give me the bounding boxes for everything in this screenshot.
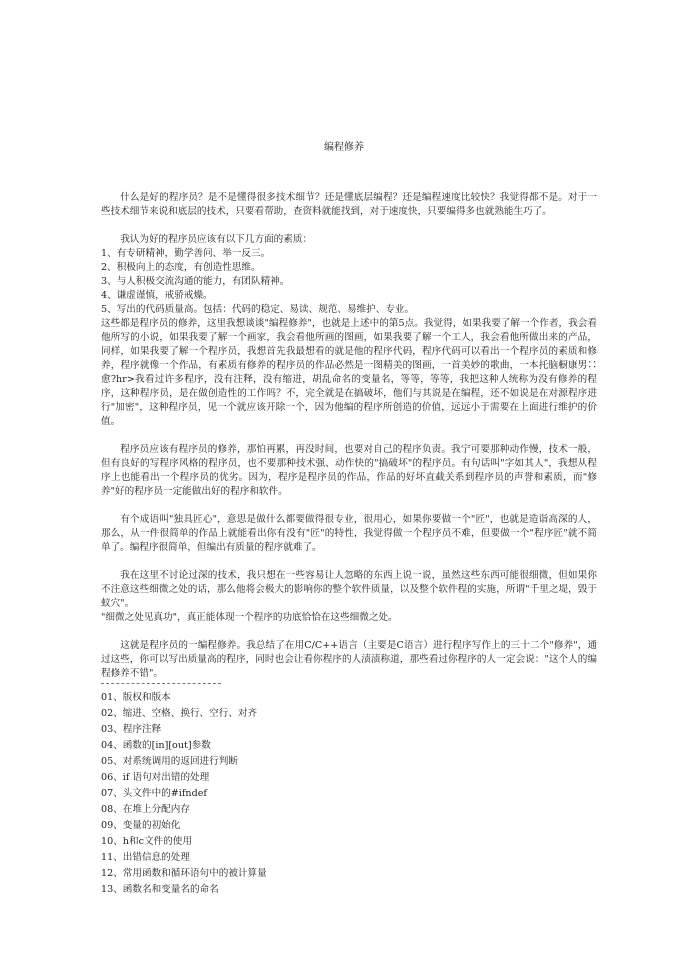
quality-item-1: 1、有专研精神，勤学善问、举一反三。 xyxy=(101,248,271,259)
toc-list xyxy=(101,690,597,898)
toc-item-02: 02、缩进、空格、换行、空行、对齐 xyxy=(101,708,258,719)
divider-rule xyxy=(101,683,221,684)
toc-item-12: 12、常用函数和循环语句中的被计算量 xyxy=(101,868,267,879)
toc-item-06: 06、if 语句对出错的处理 xyxy=(101,772,210,783)
toc-item-03: 03、程序注释 xyxy=(101,724,162,735)
paragraph-4: 我在这里不讨论过深的技术，我只想在一些容易让人忽略的东西上说一说，虽然这些东西可能很细微，但如果你不注意这些细微之处的话，那么他将会极大的影响你的整个软件质量，以及整个软件程的实施，所谓"千里之堤，毁于蚁穴"。 xyxy=(101,570,597,609)
toc-item-07: 07、头文件中的#ifndef xyxy=(101,788,207,799)
document-body xyxy=(101,191,597,898)
quality-item-3: 3、与人积极交流沟通的能力，有团队精神。 xyxy=(101,276,290,287)
toc-item-13: 13、函数名和变量名的命名 xyxy=(101,884,219,895)
toc-item-01: 01、版权和版本 xyxy=(101,692,171,703)
toc-item-10: 10、h和c文件的使用 xyxy=(101,836,192,847)
toc-item-08: 08、在堆上分配内存 xyxy=(101,804,190,815)
toc-item-04: 04、函数的[in][out]参数 xyxy=(101,740,211,751)
paragraph-2: 程序员应该有程序员的修养，那怕再累，再没时间，也要对自己的程序负责。我宁可要那种动作慢，技术一般，但有良好的写程序风格的程序员，也不要那种技术强、动作快的"搞破坏"的程序员。有句话叫"字如其人"，我想从程序上也能看出一个程序员的优劣。因为，程序是程序员的作品，作品的好坏直截关系到程序员的声誉和素质，而"修养"好的程序员一定能做出好的程序和软件。 xyxy=(101,444,597,497)
quality-item-4: 4、谦虚谨慎，戒骄戒燥。 xyxy=(101,290,213,301)
qualities-lead: 我认为好的程序员应该有以下几方面的素质： xyxy=(120,234,313,245)
paragraph-5: 这就是程序员的一编程修养。我总结了在用C/C++语言（主要是C语言）进行程序写作上的三十二个"修养"，通过这些，你可以写出质量高的程序，同时也会让看你程序的人渍渍称道，那些看过你程序的人一定会说："这个人的编程修养不错"。 xyxy=(101,640,597,679)
toc-item-05: 05、对系统调用的返回进行判断 xyxy=(101,756,238,767)
paragraph-3: 有个成语叫"独具匠心"，意思是做什么都要做得很专业，很用心，如果你要做一个"匠"，也就是造诣高深的人，那么，从一件很简单的作品上就能看出你有没有"匠"的特性，我觉得做一个程序员不难，但要做一个"程序匠"就不简单了。编程序很简单，但编出有质量的程序就难了。 xyxy=(101,514,597,553)
main-paragraph: 这些都是程序员的修养，这里我想谈谈"编程修养"，也就是上述中的第5点。我觉得，如果我要了解一个作者，我会看他所写的小说，如果我要了解一个画家，我会看他所画的图画，如果我要了解一个工人，我会看他所做出来的产品，同样，如果我要了解一个程序员，我想首先我最想看的就是他的程序代码，程序代码可以看出一个程序员的素质和修养，程序就像一个作品，有素质有修养的程序员的作品必然是一图精美的图画，一首美妙的歌曲，一本托脑橱康男∷愈?hr>我看过许多程序，没有注释，没有缩进，胡乱命名的变量名，等等，等等，我把这种人统称为没有修养的程序，这种程序员，是在做创造性的工作吗？不，完全就是在搞破坏，他们与其说是在编程，还不如说是在对源程序进行"加密"，这种程序员，见一个就应该开除一个，因为他编的程序所创造的价值，远远小于需要在上面进行维护的价值。 xyxy=(101,318,597,427)
toc-item-11: 11、出错信息的处理 xyxy=(101,852,190,863)
document-title: 编程修养 xyxy=(324,142,364,153)
quality-item-5: 5、写出的代码质量高。包括：代码的稳定、易读、规范、易维护、专业。 xyxy=(101,304,415,315)
intro-paragraph: 什么是好的程序员？是不是懂得很多技术细节？还是懂底层编程？还是编程速度比较快？我觉得都不是。对于一些技术细节来说和底层的技术，只要看帮助，查资料就能找到，对于速度快，只要编得多也就熟能生巧了。 xyxy=(101,192,597,217)
quality-item-2: 2、积极向上的态度，有创造性思维。 xyxy=(101,262,261,273)
paragraph-4b: "细微之处见真功"，真正能体现一个程序的功底恰恰在这些细微之处。 xyxy=(101,612,398,623)
toc-item-09: 09、变量的初始化 xyxy=(101,820,181,831)
